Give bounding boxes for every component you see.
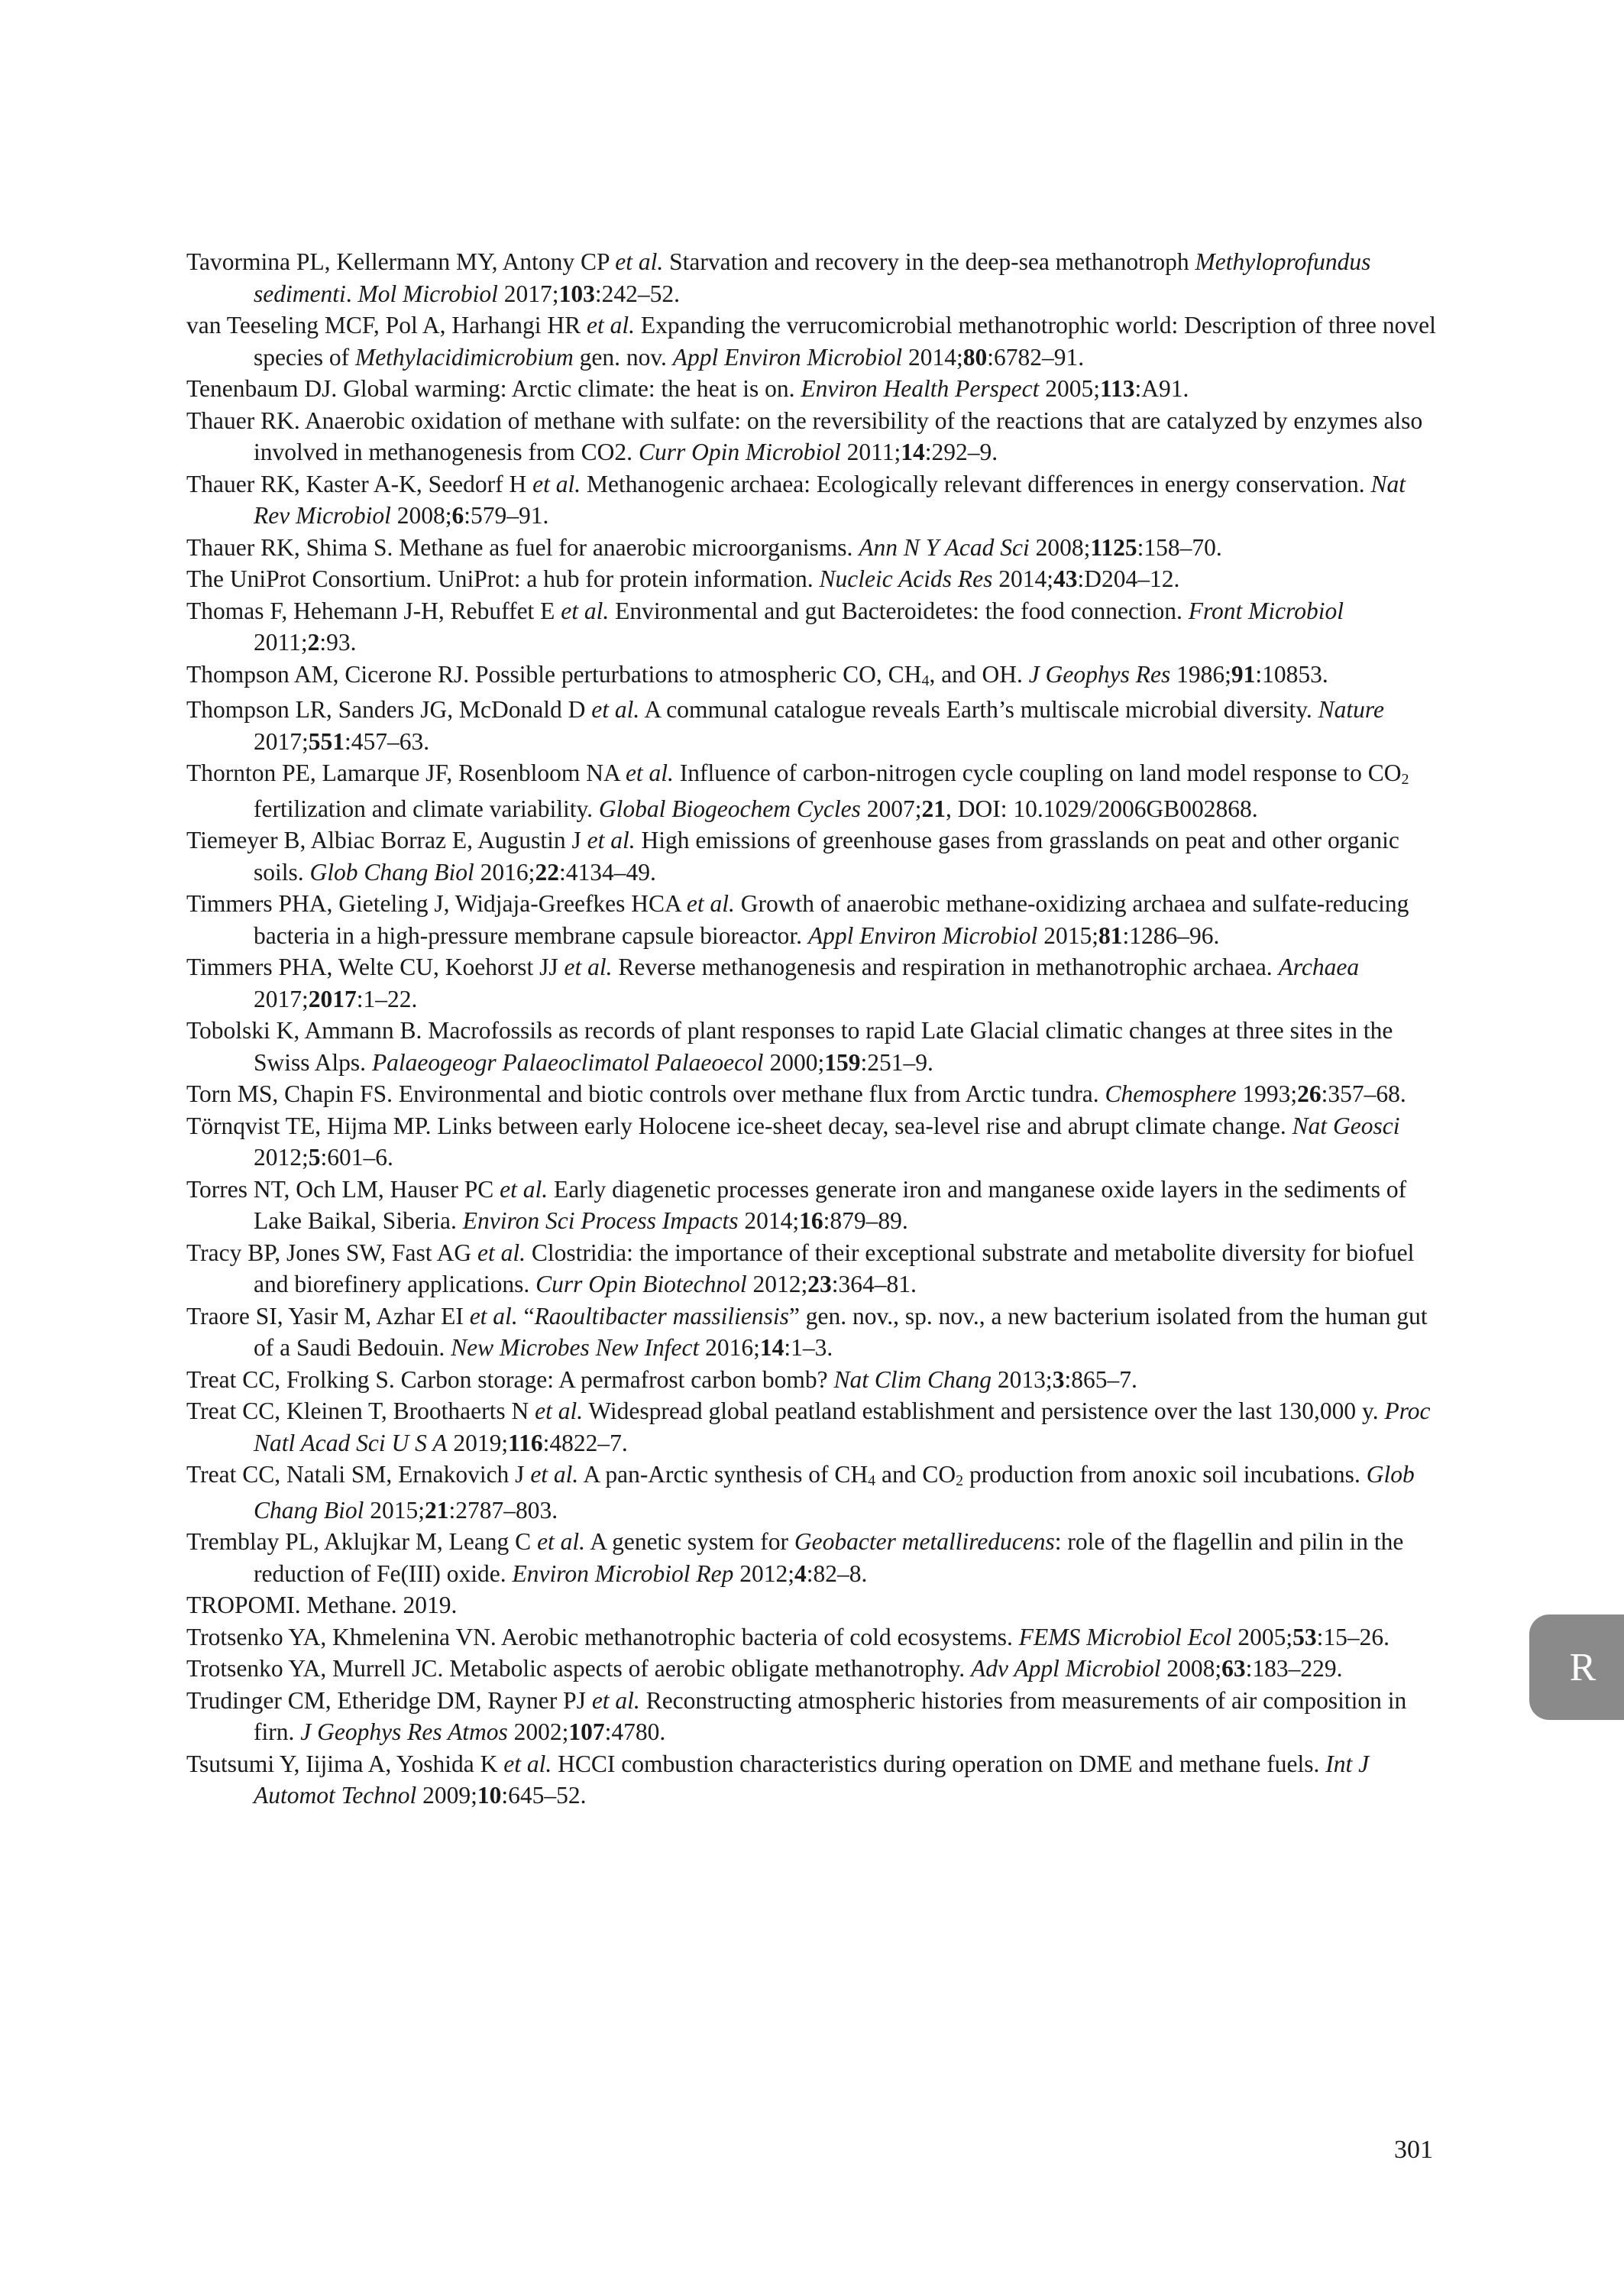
reference-text: et al. (615, 248, 664, 275)
reference-text: 2014; (992, 565, 1054, 592)
reference-entry (186, 373, 1447, 405)
reference-entry (186, 246, 1447, 309)
reference-text: Nature (1318, 696, 1385, 723)
reference-text: Archaea (1278, 954, 1360, 980)
reference-text: Environmental and gut Bacteroidetes: the food connection. (609, 597, 1189, 624)
reference-entry (186, 1685, 1447, 1748)
reference-text: Appl Environ Microbiol (672, 343, 903, 371)
reference-text: , and OH. (929, 660, 1029, 688)
reference-text: New Microbes New Infect (451, 1334, 700, 1361)
reference-text: gen. nov. (573, 343, 673, 371)
reference-text: 2015; (364, 1496, 425, 1524)
reference-text: et al. (477, 1239, 526, 1266)
reference-text: Adv Appl Microbiol (971, 1655, 1161, 1682)
reference-text: Tsutsumi Y, Iijima A, Yoshida K (186, 1750, 504, 1777)
reference-text: Tenenbaum DJ. Global warming: Arctic climate: the heat is on. (186, 375, 801, 402)
reference-text: 22 (535, 858, 559, 886)
reference-text: 3 (1052, 1365, 1065, 1393)
reference-text: Widespread global peatland establishment and persistence over the last 130,000 y. (583, 1397, 1385, 1424)
reference-text: production from anoxic soil incubations. (963, 1461, 1367, 1488)
reference-text: 6 (451, 502, 464, 529)
reference-text: A genetic system for (585, 1528, 794, 1555)
reference-entry (186, 563, 1447, 595)
reference-text: :457–63. (345, 727, 430, 755)
reference-text: Törnqvist TE, Hijma MP. Links between early Holocene ice-sheet decay, sea-level rise and abrupt climate change. (186, 1112, 1292, 1139)
reference-text: Proc Natl Acad Sci U S A (254, 1397, 1431, 1456)
reference-text: TROPOMI. Methane. 2019. (186, 1592, 458, 1618)
reference-text: A pan-Arctic synthesis of CH (578, 1461, 869, 1488)
reference-entry (186, 468, 1447, 532)
reference-text: 2016; (474, 858, 535, 886)
reference-text: et al. (503, 1750, 552, 1777)
section-tab-letter: R (1569, 1645, 1597, 1689)
reference-text: 26 (1297, 1080, 1322, 1107)
reference-text: et al. (561, 597, 610, 624)
reference-text: Trotsenko YA, Murrell JC. Metabolic aspects of aerobic obligate methanotrophy. (186, 1655, 972, 1682)
reference-text: 43 (1053, 565, 1078, 592)
reference-text: Nat Clim Chang (833, 1365, 992, 1393)
reference-text: :6782–91. (987, 343, 1085, 371)
reference-text: Glob Chang Biol (309, 858, 474, 886)
reference-text: Raoultibacter massiliensis (534, 1302, 789, 1329)
reference-text: Mol Microbiol (357, 280, 498, 307)
reference-entry (186, 1078, 1447, 1110)
reference-text: :15–26. (1316, 1623, 1390, 1650)
reference-text: :879–89. (823, 1207, 908, 1234)
reference-text: et al. (591, 1686, 640, 1714)
reference-text: :865–7. (1064, 1365, 1137, 1393)
reference-entry (186, 824, 1447, 888)
reference-text: 14 (901, 439, 925, 465)
reference-text: Methanogenic archaea: Ecologically relevant differences in energy conservation. (581, 470, 1371, 497)
reference-text: 4 (868, 1472, 876, 1489)
reference-text: Thauer RK. Anaerobic oxidation of methane with sulfate: on the reversibility of the reactions that are catalyzed by enzymes also involved in methanogenesis from CO2. (186, 406, 1423, 465)
reference-text: Influence of carbon-nitrogen cycle coupling on land model response to CO (673, 759, 1402, 786)
reference-text: Methyloprofundus sedimenti (254, 248, 1371, 307)
reference-text: :579–91. (464, 502, 549, 529)
reference-text: 2012; (733, 1559, 795, 1587)
reference-text: Reconstructing atmospheric histories from measurements of air composition in firn. (254, 1686, 1407, 1745)
reference-entry (186, 659, 1447, 695)
reference-text: :A91. (1134, 375, 1189, 402)
reference-text: FEMS Microbiol Ecol (1018, 1623, 1232, 1650)
reference-text: Trotsenko YA, Khmelenina VN. Aerobic methanotrophic bacteria of cold ecosystems. (186, 1623, 1019, 1650)
reference-text: Nat Geosci (1292, 1112, 1400, 1139)
reference-text: Early diagenetic processes generate iron and manganese oxide layers in the sediments of Lake Baikal, Siberia. (254, 1175, 1407, 1234)
reference-text: et al. (469, 1302, 518, 1329)
reference-text: Expanding the verrucomicrobial methanotrophic world: Description of three novel species of (254, 312, 1436, 371)
reference-text: :D204–12. (1077, 565, 1180, 592)
reference-text: fertilization and climate variability. (254, 795, 599, 822)
reference-text: 10 (477, 1782, 502, 1809)
reference-text: 2011; (840, 439, 901, 465)
reference-text: et al. (591, 696, 640, 723)
reference-text: Glob Chang Biol (254, 1461, 1415, 1524)
reference-text: 14 (759, 1334, 785, 1361)
reference-text: 4 (794, 1559, 807, 1587)
reference-text: 21 (425, 1496, 449, 1524)
reference-text: :93. (319, 629, 357, 656)
reference-text: :242–52. (594, 280, 680, 307)
reference-text: Int J Automot Technol (254, 1750, 1370, 1809)
reference-text: :4780. (604, 1718, 666, 1745)
reference-text: :2787–803. (448, 1496, 558, 1524)
reference-text: Tracy BP, Jones SW, Fast AG (186, 1239, 477, 1266)
reference-text: :292–9. (924, 439, 998, 465)
reference-text: Thornton PE, Lamarque JF, Rosenbloom NA (186, 759, 626, 786)
reference-entry (186, 595, 1447, 659)
reference-text: Global Biogeochem Cycles (598, 795, 861, 822)
reference-entry (186, 757, 1447, 824)
reference-text: 63 (1221, 1655, 1246, 1682)
reference-text: et al. (587, 827, 636, 853)
reference-text: ” gen. nov., sp. nov., a new bacterium isolated from the human gut of a Saudi Bedouin. (254, 1302, 1428, 1361)
reference-text: 551 (308, 727, 345, 755)
reference-text: Tobolski K, Ammann B. Macrofossils as records of plant responses to rapid Late Glacial climatic changes at three sites in the Swiss Alps. (186, 1017, 1393, 1076)
reference-text: 2015; (1037, 921, 1098, 949)
reference-text: Thauer RK, Kaster A-K, Seedorf H (186, 470, 533, 497)
reference-text: et al. (532, 470, 581, 497)
reference-text: HCCI combustion characteristics during operation on DME and methane fuels. (552, 1750, 1326, 1777)
reference-text: 107 (568, 1718, 605, 1745)
reference-entry (186, 1653, 1447, 1685)
reference-text: et al. (530, 1461, 579, 1488)
reference-text: 2 (1401, 771, 1409, 788)
reference-text: Starvation and recovery in the deep-sea methanotroph (663, 248, 1195, 275)
reference-text: Thompson LR, Sanders JG, McDonald D (186, 696, 592, 723)
reference-entry (186, 309, 1447, 373)
reference-entry (186, 405, 1447, 468)
reference-text: et al. (500, 1175, 548, 1203)
reference-entry (186, 1459, 1447, 1526)
reference-text: High emissions of greenhouse gases from grasslands on peat and other organic soils. (254, 827, 1399, 886)
reference-text: :4822–7. (542, 1429, 628, 1456)
reference-text: et al. (686, 890, 735, 917)
reference-text: :1–3. (784, 1334, 833, 1361)
reference-text: Tremblay PL, Aklujkar M, Leang C (186, 1528, 538, 1555)
page-number: 301 (1394, 2136, 1433, 2164)
reference-text: :1286–96. (1122, 921, 1220, 949)
reference-entry (186, 694, 1447, 757)
reference-text: 2012; (746, 1271, 808, 1297)
reference-entry (186, 888, 1447, 951)
reference-text: Ann N Y Acad Sci (859, 533, 1030, 561)
reference-text: :251–9. (860, 1048, 933, 1076)
reference-text: A communal catalogue reveals Earth’s multiscale microbial diversity. (639, 696, 1318, 723)
reference-text: Nucleic Acids Res (819, 565, 993, 592)
reference-text: Environ Microbiol Rep (512, 1559, 734, 1587)
reference-entry (186, 1526, 1447, 1589)
reference-text: et al. (564, 954, 613, 980)
reference-text: :4134–49. (558, 858, 656, 886)
reference-text: Curr Opin Biotechnol (535, 1271, 747, 1297)
reference-text: 113 (1099, 375, 1135, 402)
reference-text: :1–22. (356, 985, 418, 1012)
reference-text: 103 (558, 280, 595, 307)
reference-entry (186, 1395, 1447, 1459)
reference-text: 2017 (308, 985, 357, 1012)
reference-text: :357–68. (1321, 1080, 1406, 1107)
reference-text: “ (517, 1302, 535, 1329)
reference-text: 2019; (447, 1429, 509, 1456)
reference-text: Thomas F, Hehemann J-H, Rebuffet E (186, 597, 561, 624)
reference-text: , DOI: 10.1029/2006GB002868. (945, 795, 1258, 822)
reference-text: 2 (307, 629, 320, 656)
reference-text: Environ Health Perspect (801, 375, 1040, 402)
reference-text: J Geophys Res (1028, 660, 1171, 688)
reference-text: et al. (535, 1397, 584, 1424)
reference-text: 81 (1098, 921, 1123, 949)
reference-text: Treat CC, Kleinen T, Broothaerts N (186, 1397, 535, 1424)
reference-text: Geobacter metallireducens (794, 1528, 1055, 1555)
reference-text: 4 (921, 672, 930, 689)
reference-text: 2008; (1160, 1655, 1222, 1682)
reference-text: Nat Rev Microbiol (254, 470, 1406, 529)
reference-text: 2011; (254, 629, 308, 656)
reference-text: 2000; (763, 1048, 825, 1076)
reference-text: 159 (824, 1048, 861, 1076)
reference-text: Torres NT, Och LM, Hauser PC (186, 1175, 500, 1203)
reference-text: Thompson AM, Cicerone RJ. Possible perturbations to atmospheric CO, CH (186, 660, 922, 688)
reference-text: 21 (921, 795, 946, 822)
section-tab (1529, 1614, 1624, 1720)
reference-entry (186, 532, 1447, 564)
reference-text: Tiemeyer B, Albiac Borraz E, Augustin J (186, 827, 587, 853)
reference-text: 2017; (254, 727, 309, 755)
reference-text: 16 (799, 1207, 823, 1234)
reference-entry (186, 1621, 1447, 1653)
reference-text: Trudinger CM, Etheridge DM, Rayner PJ (186, 1686, 592, 1714)
reference-text: et al. (625, 759, 674, 786)
reference-text: Reverse methanogenesis and respiration in methanotrophic archaea. (612, 954, 1279, 980)
reference-entry (186, 1015, 1447, 1078)
reference-text: 1125 (1090, 533, 1137, 561)
reference-text: Timmers PHA, Gieteling J, Widjaja-Greefkes HCA (186, 890, 687, 917)
reference-text: Environ Sci Process Impacts (462, 1207, 739, 1234)
reference-text: 2008; (390, 502, 452, 529)
reference-text: 1986; (1170, 660, 1231, 688)
reference-text: et al. (587, 312, 636, 338)
reference-entry (186, 1300, 1447, 1364)
reference-text: : role of the flagellin and pilin in the reduction of Fe(III) oxide. (254, 1528, 1404, 1587)
reference-text: 2005; (1039, 375, 1100, 402)
reference-text: Growth of anaerobic methane-oxidizing archaea and sulfate-reducing bacteria in a high-pressure membrane capsule bioreactor. (254, 890, 1409, 949)
reference-text: Torn MS, Chapin FS. Environmental and biotic controls over methane flux from Arctic tundra. (186, 1080, 1105, 1107)
reference-text: 1993; (1236, 1080, 1298, 1107)
reference-text: Methylacidimicrobium (354, 343, 574, 371)
reference-text: van Teeseling MCF, Pol A, Harhangi HR (186, 312, 587, 338)
reference-text: Tavormina PL, Kellermann MY, Antony CP (186, 248, 616, 275)
reference-entry (186, 1110, 1447, 1174)
reference-text: 2008; (1029, 533, 1091, 561)
reference-text: 116 (508, 1429, 543, 1456)
reference-text: 2014; (902, 343, 963, 371)
reference-text: :183–229. (1245, 1655, 1343, 1682)
reference-text: 2 (956, 1472, 964, 1489)
reference-entry (186, 1589, 1447, 1621)
reference-text: et al. (537, 1528, 586, 1555)
reference-text: Traore SI, Yasir M, Azhar EI (186, 1302, 470, 1329)
reference-text: :82–8. (806, 1559, 868, 1587)
reference-entry (186, 1748, 1447, 1812)
reference-text: 5 (308, 1144, 321, 1171)
reference-text: :601–6. (320, 1144, 393, 1171)
reference-list (186, 246, 1447, 1812)
reference-text: :364–81. (831, 1271, 917, 1297)
reference-text: 2012; (254, 1144, 309, 1171)
reference-text: 2017; (497, 280, 559, 307)
reference-text: 2009; (416, 1782, 477, 1809)
reference-text: 2017; (254, 985, 309, 1012)
reference-entry (186, 1364, 1447, 1396)
reference-text: J Geophys Res Atmos (300, 1718, 508, 1745)
reference-text: Thauer RK, Shima S. Methane as fuel for anaerobic microorganisms. (186, 533, 859, 561)
reference-text: 2013; (992, 1365, 1053, 1393)
reference-entry (186, 951, 1447, 1015)
reference-text: 53 (1292, 1623, 1317, 1650)
reference-text: Treat CC, Frolking S. Carbon storage: A permafrost carbon bomb? (186, 1365, 834, 1393)
reference-text: Front Microbiol (1188, 597, 1344, 624)
reference-text: Curr Opin Microbiol (638, 439, 841, 465)
reference-entry (186, 1237, 1447, 1300)
reference-text: 2016; (699, 1334, 760, 1361)
reference-text: 80 (962, 343, 988, 371)
reference-text: 2002; (507, 1718, 569, 1745)
reference-text: Clostridia: the importance of their exceptional substrate and metabolite diversity for biofuel and biorefinery applications. (254, 1239, 1415, 1297)
reference-text: The UniProt Consortium. UniProt: a hub for protein information. (186, 565, 820, 592)
reference-text: :158–70. (1137, 533, 1222, 561)
reference-text: . (345, 280, 358, 307)
reference-text: Palaeogeogr Palaeoclimatol Palaeoecol (371, 1048, 764, 1076)
reference-text: Appl Environ Microbiol (807, 921, 1038, 949)
reference-text: 23 (807, 1271, 832, 1297)
reference-text: 2007; (860, 795, 922, 822)
reference-text: and CO (875, 1461, 956, 1488)
reference-text: 91 (1231, 660, 1256, 688)
reference-text: :645–52. (501, 1782, 587, 1809)
reference-text: 2014; (738, 1207, 800, 1234)
reference-text: Timmers PHA, Welte CU, Koehorst JJ (186, 954, 565, 980)
reference-text: :10853. (1255, 660, 1328, 688)
reference-text: Chemosphere (1105, 1080, 1237, 1107)
reference-entry (186, 1174, 1447, 1237)
reference-text: Treat CC, Natali SM, Ernakovich J (186, 1461, 531, 1488)
reference-text: 2005; (1231, 1623, 1293, 1650)
